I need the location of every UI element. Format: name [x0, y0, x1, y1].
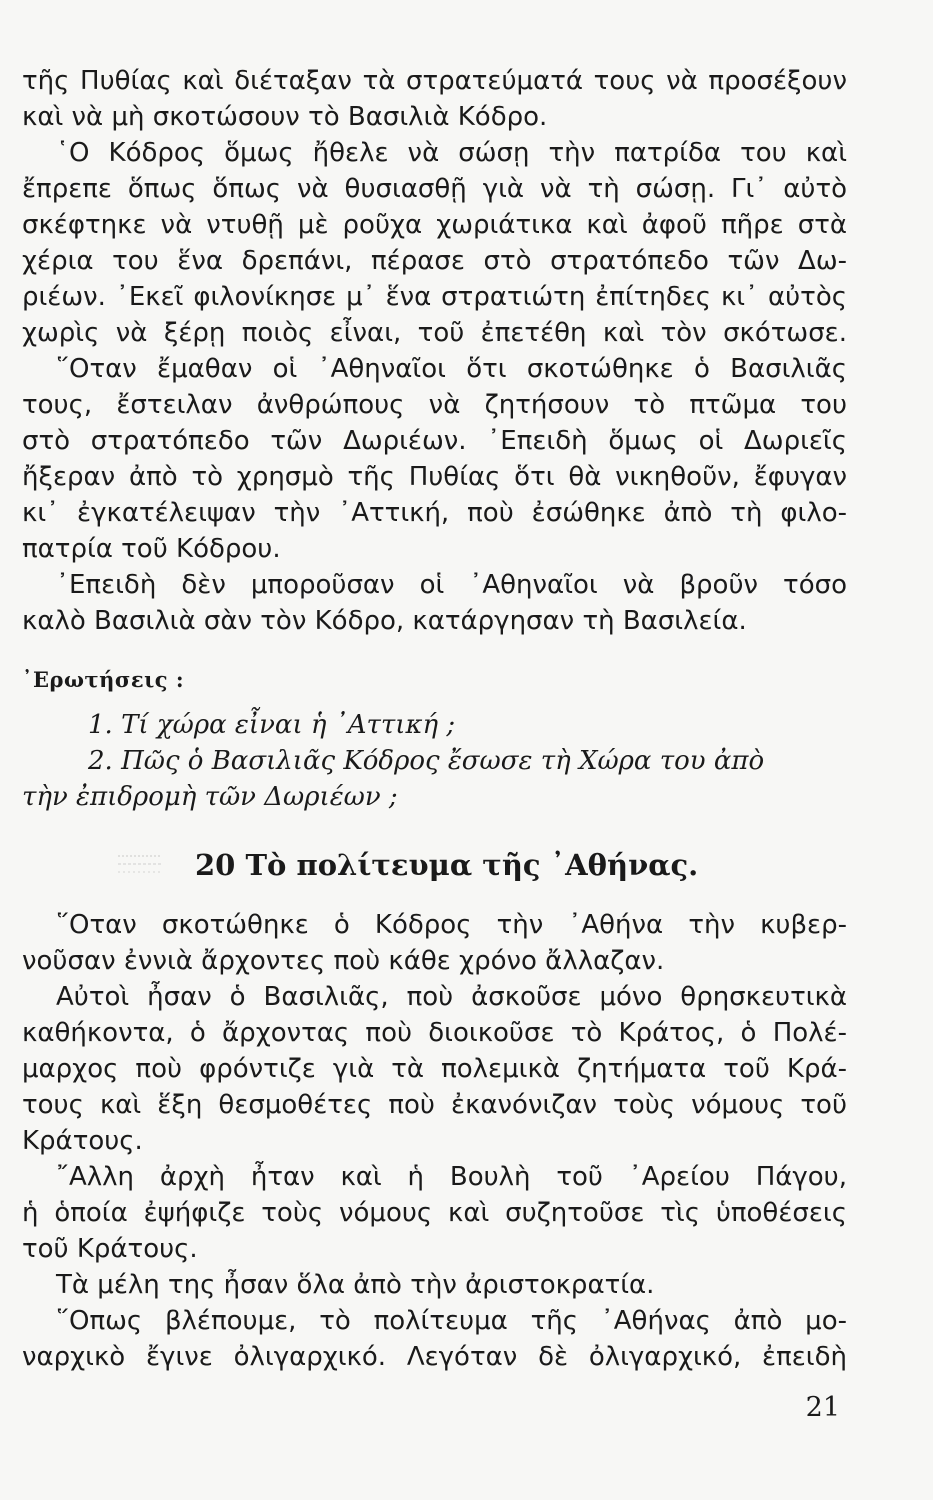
body-line: μαρχος ποὺ φρόντιζε γιὰ τὰ πολεμικὰ ζητήματα τοῦ Κρά- [22, 1054, 847, 1084]
body-line: ναρχικὸ ἔγινε ὀλιγαρχικό. Λεγόταν δὲ ὀλιγαρχικό, ἐπειδὴ [22, 1342, 847, 1372]
body-line: χωρὶς νὰ ξέρῃ ποιὸς εἶναι, τοῦ ἐπετέθη καὶ τὸν σκότωσε. [22, 318, 847, 348]
question-item-continuation: τὴν ἐπιδρομὴ τῶν Δωριέων ; [22, 782, 398, 812]
body-line: ῾Ο Κόδρος ὅμως ἤθελε νὰ σώσῃ τὴν πατρίδα του καὶ [56, 138, 847, 168]
body-line: ῞Οταν σκοτώθηκε ὁ Κόδρος τὴν ᾿Αθήνα τὴν κυβερ- [56, 910, 847, 940]
body-line: ῞Οταν ἔμαθαν οἱ ᾿Αθηναῖοι ὅτι σκοτώθηκε ὁ Βασιλιᾶς [56, 354, 847, 384]
body-line: κι᾿ ἐγκατέλειψαν τὴν ᾿Αττική, ποὺ ἐσώθηκε ἀπὸ τὴ φιλο- [22, 498, 847, 528]
body-line: ᾿Επειδὴ δὲν μποροῦσαν οἱ ᾿Αθηναῖοι νὰ βροῦν τόσο [56, 570, 847, 600]
body-line: τους καὶ ἕξη θεσμοθέτες ποὺ ἐκανόνιζαν τοὺς νόμους τοῦ [22, 1090, 847, 1120]
body-line: Αὐτοὶ ἦσαν ὁ Βασιλιᾶς, ποὺ ἀσκοῦσε μόνο θρησκευτικὰ [56, 982, 847, 1012]
body-line: ῎Αλλη ἀρχὴ ἦταν καὶ ἡ Βουλὴ τοῦ ᾿Αρείου Πάγου, [56, 1162, 847, 1192]
body-line: καλὸ Βασιλιὰ σὰν τὸν Κόδρο, κατάργησαν τὴ Βασιλεία. [22, 606, 747, 636]
questions-heading: ᾿Ερωτήσεις : [22, 667, 185, 692]
print-smudge-decoration [110, 850, 170, 878]
question-item: 2. Πῶς ὁ Βασιλιᾶς Κόδρος ἔσωσε τὴ Χώρα του ἀπὸ [88, 746, 765, 776]
page-number: 21 [805, 1392, 840, 1423]
body-line: Τὰ μέλη της ἦσαν ὅλα ἀπὸ τὴν ἀριστοκρατία. [56, 1270, 655, 1300]
body-line: νοῦσαν ἐννιὰ ἄρχοντες ποὺ κάθε χρόνο ἄλλαζαν. [22, 946, 665, 976]
body-line: καὶ νὰ μὴ σκοτώσουν τὸ Βασιλιὰ Κόδρο. [22, 102, 548, 132]
body-line: χέρια του ἕνα δρεπάνι, πέρασε στὸ στρατόπεδο τῶν Δω- [22, 246, 847, 276]
body-line: τῆς Πυθίας καὶ διέταξαν τὰ στρατεύματά τους νὰ προσέξουν [22, 66, 847, 96]
question-item: 1. Τί χώρα εἶναι ἡ ᾿Αττική ; [88, 710, 456, 740]
body-line: καθήκοντα, ὁ ἄρχοντας ποὺ διοικοῦσε τὸ Κράτος, ὁ Πολέ- [22, 1018, 847, 1048]
body-line: ἔπρεπε ὅπως ὅπως νὰ θυσιασθῇ γιὰ νὰ τὴ σώσῃ. Γι᾿ αὐτὸ [22, 174, 847, 204]
body-line: τοῦ Κράτους. [22, 1234, 198, 1264]
body-line: πατρία τοῦ Κόδρου. [22, 534, 281, 564]
body-line: ῞Οπως βλέπουμε, τὸ πολίτευμα τῆς ᾿Αθήνας ἀπὸ μο- [56, 1306, 847, 1336]
body-line: τους, ἔστειλαν ἀνθρώπους νὰ ζητήσουν τὸ πτῶμα του [22, 390, 847, 420]
body-line: Κράτους. [22, 1126, 143, 1156]
body-line: ἤξεραν ἀπὸ τὸ χρησμὸ τῆς Πυθίας ὅτι θὰ νικηθοῦν, ἔφυγαν [22, 462, 847, 492]
body-line: ριέων. ᾿Εκεῖ φιλονίκησε μ᾿ ἕνα στρατιώτη ἐπίτηδες κι᾿ αὐτὸς [22, 282, 847, 312]
section-title: 20 Τὸ πολίτευμα τῆς ᾿Αθήνας. [195, 848, 699, 882]
body-line: σκέφτηκε νὰ ντυθῇ μὲ ροῦχα χωριάτικα καὶ ἀφοῦ πῆρε στὰ [22, 210, 847, 240]
body-line: ἡ ὁποία ἐψήφιζε τοὺς νόμους καὶ συζητοῦσε τὶς ὑποθέσεις [22, 1198, 847, 1228]
body-line: στὸ στρατόπεδο τῶν Δωριέων. ᾿Επειδὴ ὅμως οἱ Δωριεῖς [22, 426, 847, 456]
